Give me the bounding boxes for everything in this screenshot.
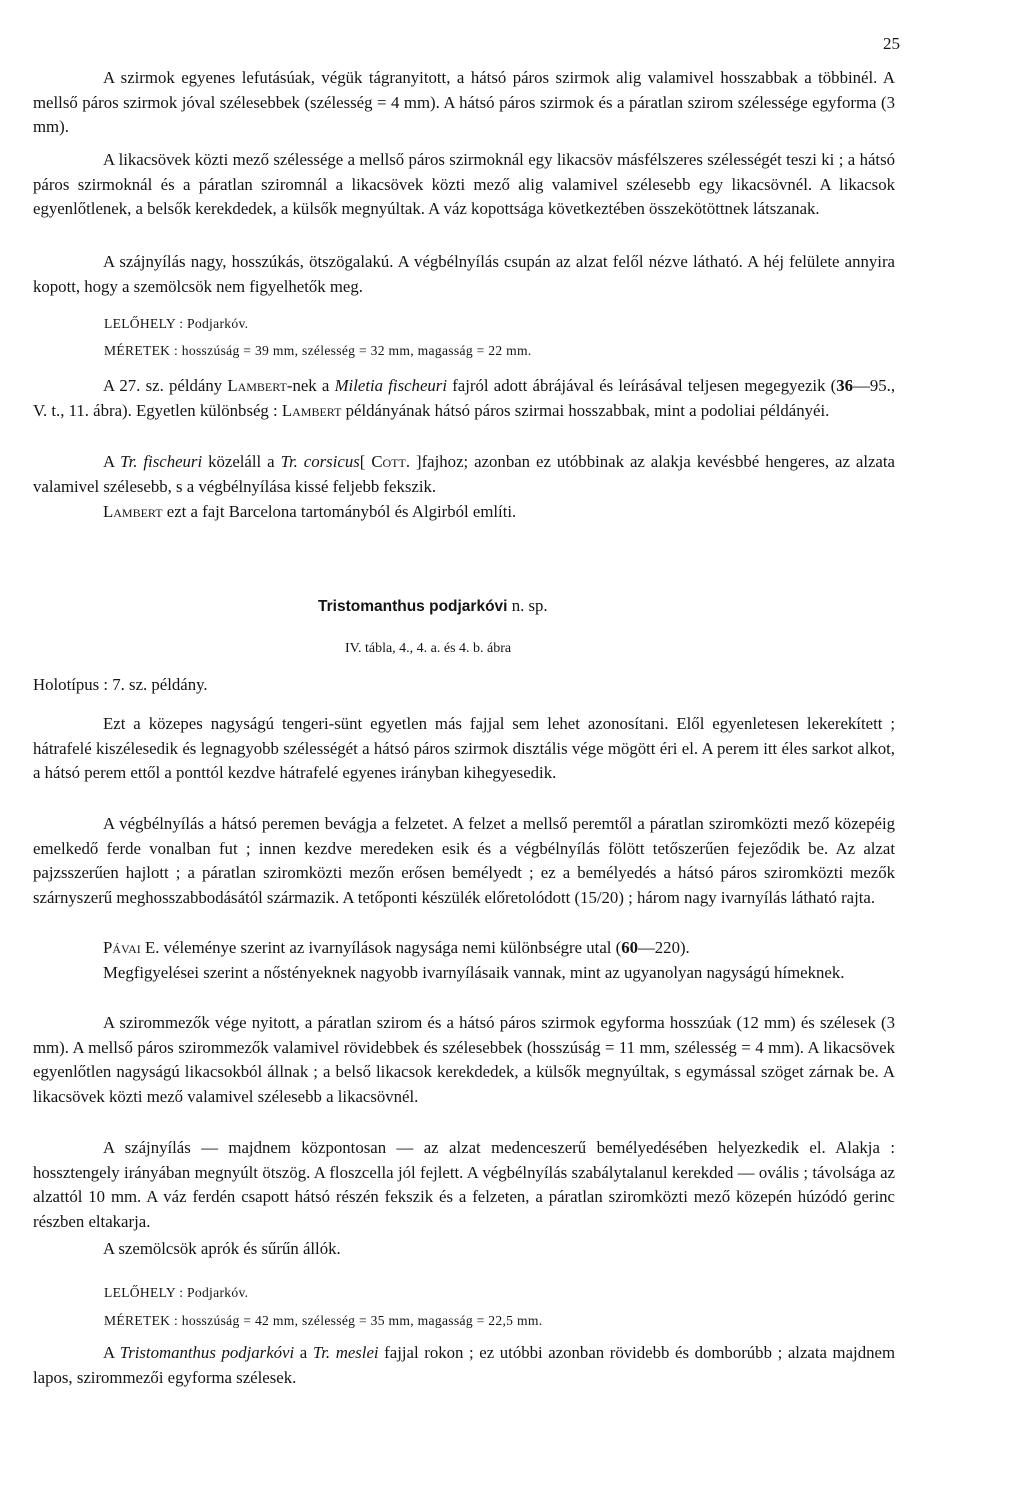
species-title	[318, 596, 548, 616]
paragraph-description: Ezt a közepes nagyságú tengeri-sünt egyetlen más fajjal sem lehet azonosítani. Elől egyenletesen lekerekített ; hátrafelé kiszélesedik és legnagyobb szélességét a hátsó páros szirmok disztális vége mögött éri el. A perem itt éles sarkot alkot, a hátsó perem ettől a ponttól kezdve hátrafelé egyenes irányban kihegyesedik.	[33, 714, 895, 783]
paragraph-tubercles: A szemölcsök aprók és sűrűn állók.	[103, 1239, 341, 1258]
paragraph-comparison-corsicus: A Tr. fischeuri közeláll a Tr. corsicus[ Cott. ]fajhoz; azonban ez utóbbinak az alakja kevésbbé hengeres, az alzata valamivel szélesebb, s a végbélnyílása kissé feljebb fekszik.	[33, 452, 895, 496]
paragraph-pavai: Pávai E. véleménye szerint az ivarnyílások nagysága nemi különbségre utal (60—220).	[103, 938, 690, 957]
locality-line-1	[104, 316, 248, 332]
paragraph-comparison-lambert: A 27. sz. példány Lambert-nek a Miletia fischeuri fajról adott ábrájával és leírásával teljesen megegyezik (36—95., V. t., 11. ábra). Egyetlen különbség : Lambert példányának hátsó páros szirmai hosszabbak, mint a podoliai példányéi.	[33, 376, 896, 420]
locality-value: Podjarkóv.	[186, 316, 249, 331]
holotype-line: Holotípus : 7. sz. példány.	[33, 675, 208, 694]
dimensions-label: MÉRETEK :	[104, 343, 179, 358]
paragraph-relationship: A Tristomanthus podjarkóvi a Tr. meslei fajjal rokon ; ez utóbbi azonban rövidebb és domborúbb ; alzata majdnem lapos, szirommezői egyforma szélesek.	[33, 1343, 895, 1387]
dimensions-value: hosszúság = 39 mm, szélesség = 32 mm, magasság = 22 mm.	[181, 343, 532, 358]
dimensions-value: hosszúság = 42 mm, szélesség = 35 mm, magasság = 22,5 mm.	[181, 1313, 543, 1328]
locality-label: LELŐHELY :	[104, 316, 184, 331]
dimensions-line-1	[104, 343, 532, 359]
paragraph-petal-fields: A szirommezők vége nyitott, a páratlan szirom és a hátsó páros szirmok egyforma hosszúak (12 mm) és szélesek (3 mm). A mellső páros szirommezők valamivel rövidebbek és szélesebbek (hosszúság = 11 mm, szélesség = 4 mm). A likacsövek egyenlőtlen nagyságú likacsokból állnak ; a belső likacsok kerekdedek, a külsők megnyúltak, s egymással szöget zárnak be. A likacsövek közti mező valamivel szélesebb a likacsövnél.	[33, 1013, 895, 1106]
species-name: Tristomanthus podjarkóvi	[318, 598, 508, 615]
paragraph-observations: Megfigyelései szerint a nőstényeknek nagyobb ivarnyílásaik vannak, mint az ugyanolyan nagyságú hímeknek.	[103, 963, 845, 982]
paragraph-pore-field: A likacsövek közti mező szélessége a mellső páros szirmoknál egy likacsöv másfélszeres szélességét teszi ki ; a hátsó páros szirmoknál és a páratlan sziromnál a likacsövek közti mező alig valamivel szélesebb egy likacsövnél. A likacsok egyenlőtlenek, a belsők kerekdedek, a külsők megnyúltak. A váz kopottsága következtében összekötöttnek látszanak.	[33, 150, 895, 219]
locality-value: Podjarkóv.	[186, 1285, 249, 1300]
paragraph-petals: A szirmok egyenes lefutásúak, végük tágranyitott, a hátsó páros szirmok alig valamivel hosszabbak a többinél. A mellső páros szirmok jóval szélesebbek (szélesség = 4 mm). A hátsó páros szirmok és a páratlan szirom szélessége egyforma (3 mm).	[33, 68, 895, 137]
paragraph-anal-opening: A végbélnyílás a hátsó peremen bevágja a felzetet. A felzet a mellső peremtől a páratlan sziromközti mező közepéig emelkedő ferde vonalban fut ; innen kezdve meredeken esik és a végbélnyílás fölött tetőszerűen fejeződik be. Az alzat pajzsszerűen hajlott ; a páratlan sziromközti mezőn erősen bemélyedt ; ez a bemélyedés a hátsó páros sziromközti mezők szárnyszerű meghosszabbodásától származik. A tetőponti készülék előretolódott (15/20) ; három nagy ivarnyílás látható rajta.	[33, 814, 895, 907]
paragraph-peristome: A szájnyílás — majdnem központosan — az alzat medenceszerű bemélyedésében helyezkedik el. Alakja : hossztengely irányában megnyúlt ötszög. A floszcella jól fejlett. A végbélnyílás szabálytalanul kerekded — ovális ; távolsága az alzattól 10 mm. A váz ferdén csapott hátsó részén fekszik és a felzeten, a páratlan sziromközti mező közepén húzódó gerinc részben eltakarja.	[33, 1138, 895, 1231]
locality-line-2	[104, 1285, 248, 1301]
paragraph-lambert-locality: Lambert ezt a fajt Barcelona tartományból és Algirból említi.	[103, 502, 517, 521]
species-suffix: n. sp.	[511, 596, 548, 615]
paragraph-mouth: A szájnyílás nagy, hosszúkás, ötszögalakú. A végbélnyílás csupán az alzat felől nézve látható. A héj felülete annyira kopott, hogy a szemölcsök nem figyelhetők meg.	[33, 252, 895, 296]
dimensions-label: MÉRETEK :	[104, 1313, 179, 1328]
locality-label: LELŐHELY :	[104, 1285, 184, 1300]
page-number: 25	[883, 34, 900, 53]
plate-reference: IV. tábla, 4., 4. a. és 4. b. ábra	[345, 641, 512, 656]
dimensions-line-2	[104, 1313, 542, 1329]
